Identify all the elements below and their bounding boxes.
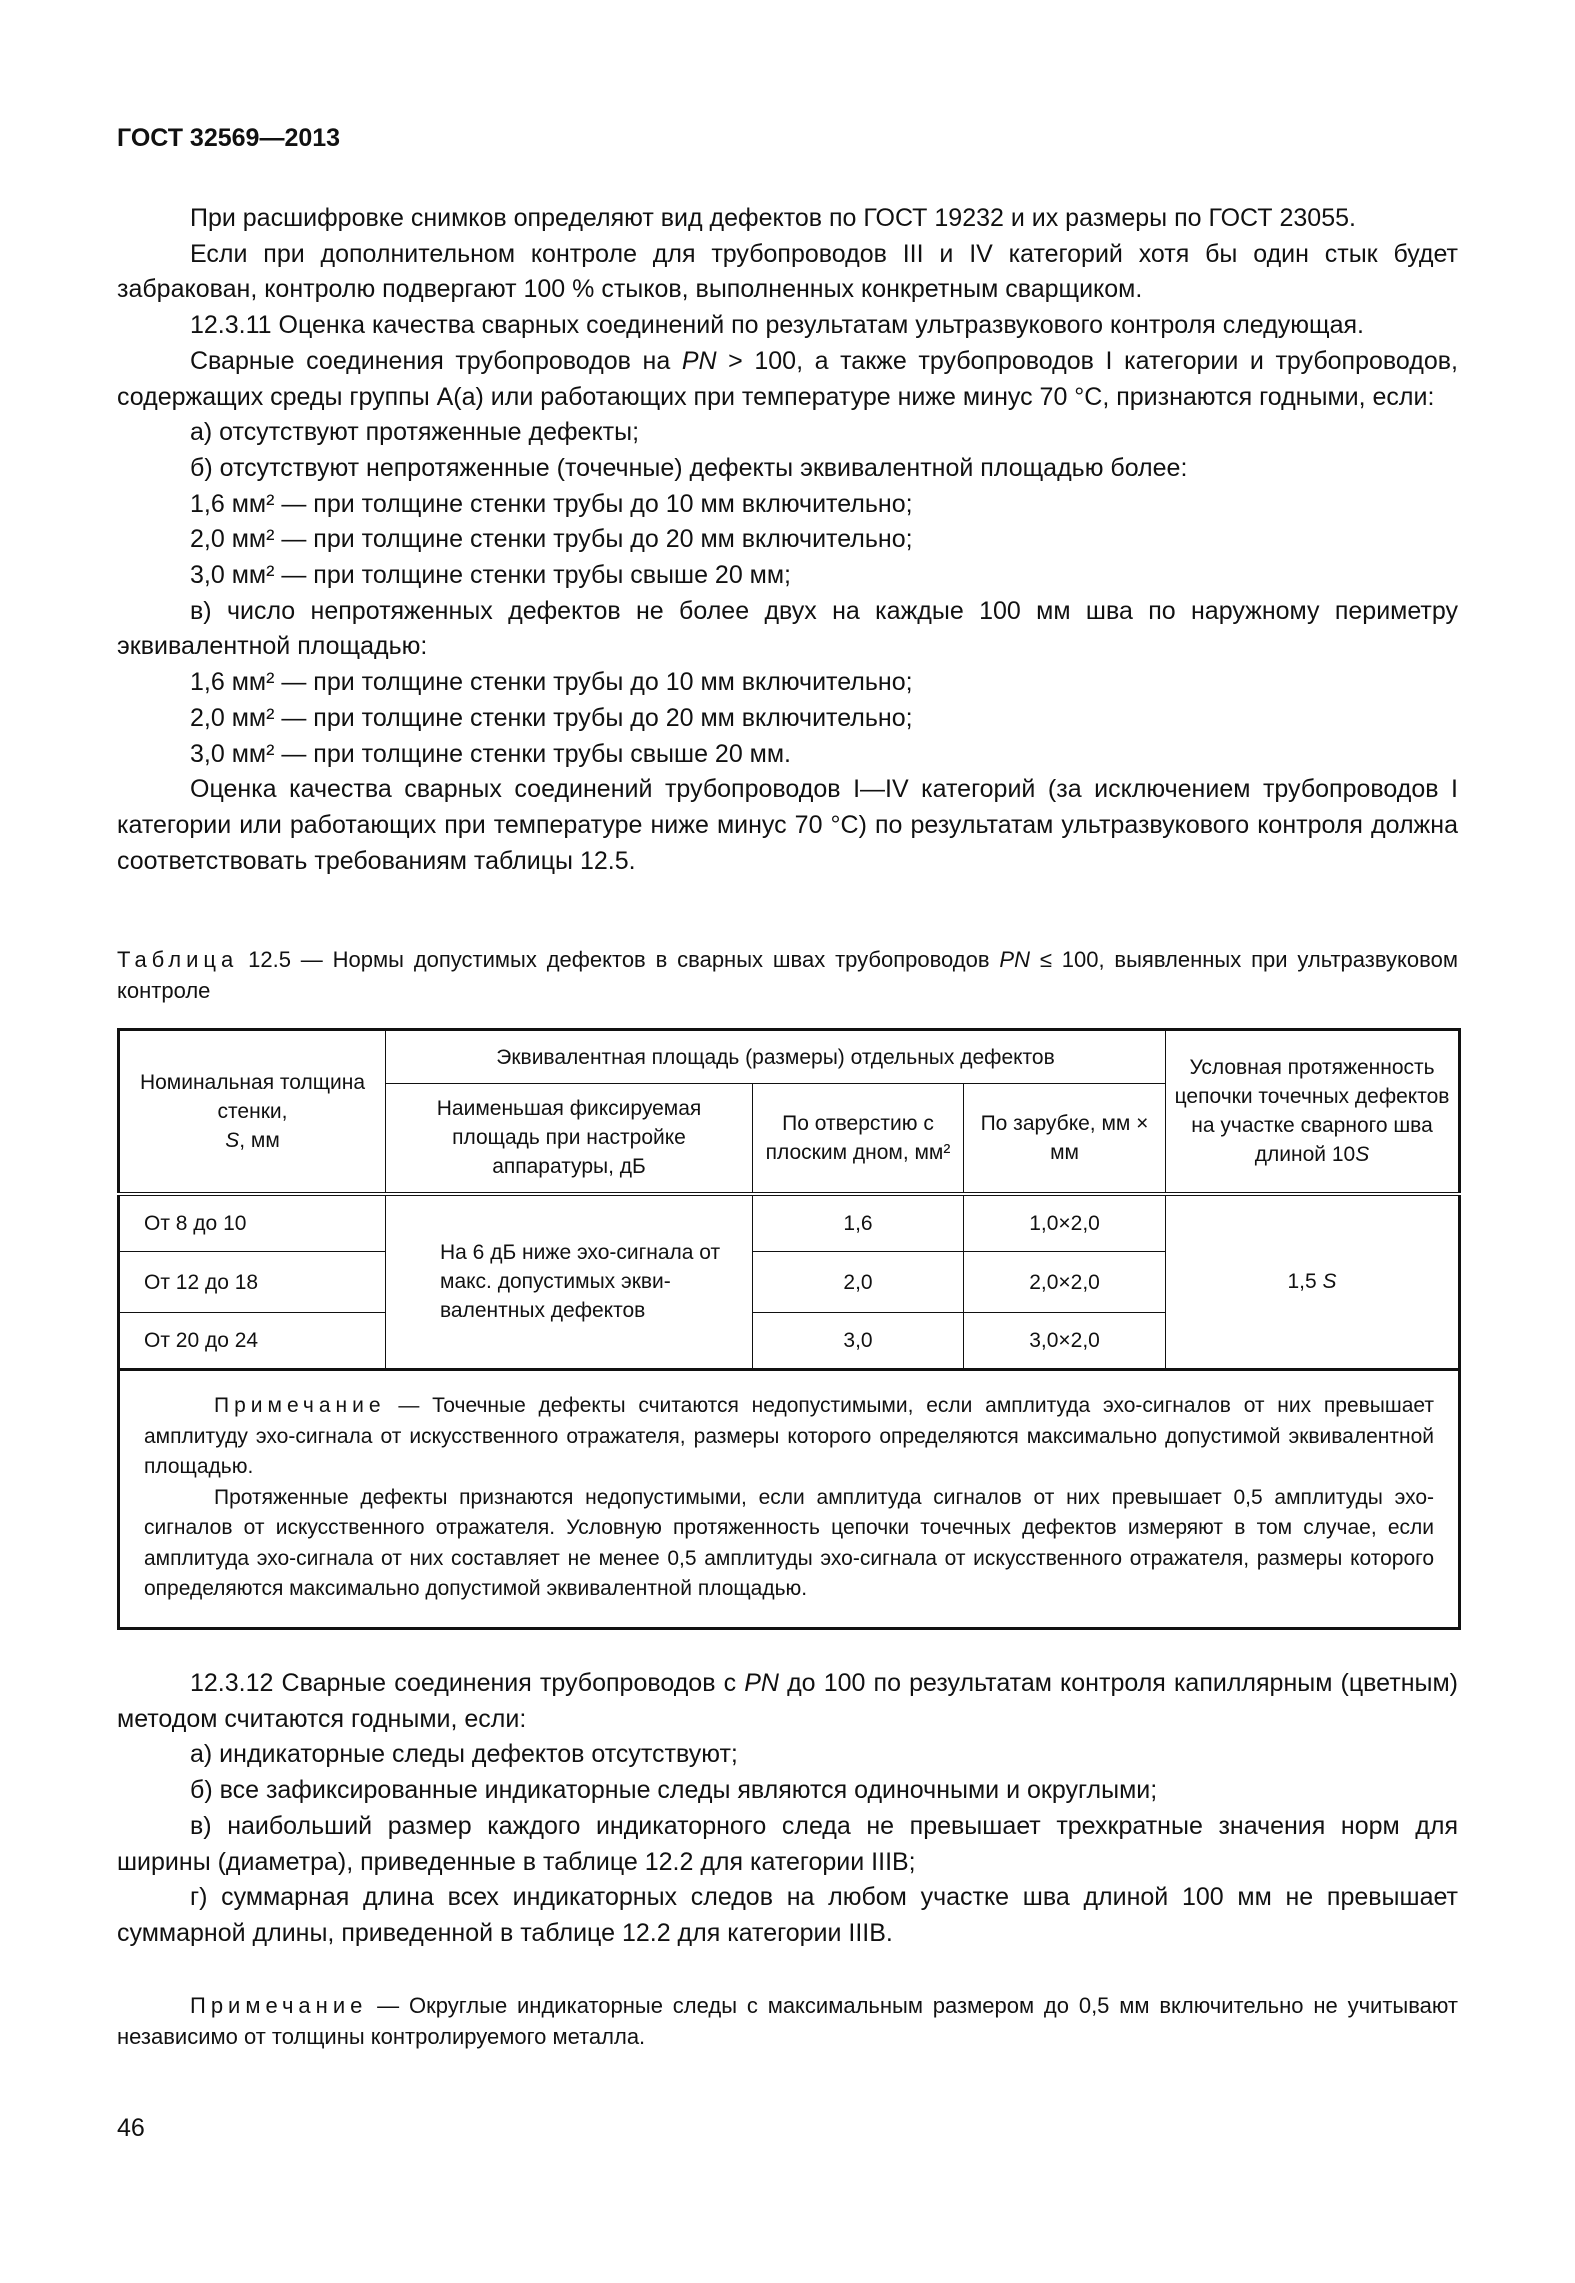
page-number: 46	[117, 2114, 145, 2142]
italic-term: PN	[744, 1669, 779, 1697]
paragraph-text: в) наибольший размер каждого индикаторного следа не превышает трехкратные значения норм для ширины (диаметра), приведенные в таблице 12.2 для категории IIIВ;	[117, 1811, 1458, 1876]
paragraph-text: 1,6 мм² — при толщине стенки трубы до 10 мм включительно;	[190, 489, 913, 518]
cell-notch: 2,0×2,0	[964, 1252, 1166, 1313]
paragraph-text: в) число непротяженных дефектов не более двух на каждые 100 мм шва по наружному периметру эквивалентной площадью:	[117, 596, 1458, 661]
header-chain-length: Условная протяженность цепочки точечных дефектов на участке сварного шва длиной 10S	[1166, 1030, 1460, 1194]
header-min-area: Наименьшая фиксируемая площадь при настройке аппаратуры, дБ	[386, 1084, 753, 1194]
paragraph	[117, 1773, 1458, 1809]
paragraph	[117, 594, 1458, 665]
final-note-text: — Округлые индикаторные следы с максимальным размером до 0,5 мм включительно не учитывают независимо от толщины контролируемого металла.	[117, 1993, 1458, 2049]
final-note-label: Примечание	[190, 1993, 368, 2018]
paragraph-text: Сварные соединения трубопроводов на	[190, 346, 682, 375]
header-equivalent-area: Эквивалентная площадь (размеры) отдельных дефектов	[386, 1030, 1166, 1084]
paragraph	[117, 201, 1458, 237]
paragraph	[117, 487, 1458, 523]
cell-notch: 3,0×2,0	[964, 1313, 1166, 1370]
cell-hole: 2,0	[753, 1252, 964, 1313]
paragraph	[117, 344, 1458, 415]
cell-hole: 3,0	[753, 1313, 964, 1370]
caption-text-end: ≤ 100, выявленных при ультразвуковом контроле	[117, 947, 1458, 1003]
paragraph-text: При расшифровке снимков определяют вид дефектов по ГОСТ 19232 и их размеры по ГОСТ 23055.	[190, 204, 1356, 232]
paragraph-text: 2,0 мм² — при толщине стенки трубы до 20 мм включительно;	[190, 525, 913, 554]
paragraph-text: г) суммарная длина всех индикаторных следов на любом участке шва длиной 100 мм не превышает суммарной длины, приведенной в таблице 12.2 для категории IIIВ.	[117, 1883, 1458, 1947]
table-note	[119, 1370, 1460, 1629]
body-bottom	[117, 1666, 1458, 1952]
table-note-row	[119, 1370, 1460, 1629]
cell-chain-length: 1,5 S	[1166, 1194, 1460, 1370]
paragraph-text: Оценка качества сварных соединений трубопроводов I—IV категорий (за исключением трубопроводов I категории или работающих при температуре ниже минус 70 °С) по результатам ультразвукового контроля должна соответствовать требованиям таблицы 12.5.	[117, 775, 1458, 875]
paragraph-text: б) отсутствуют непротяженные (точечные) дефекты эквивалентной площадью более:	[190, 453, 1188, 482]
paragraph	[117, 737, 1458, 773]
cell-thickness: От 8 до 10	[119, 1194, 386, 1252]
paragraph-text: 1,6 мм² — при толщине стенки трубы до 10 мм включительно;	[190, 668, 913, 697]
note-text-1: — Точечные дефекты считаются недопустимыми, если амплитуда эхо-сигналов от них превышает амплитуду эхо-сигнала от искусственного отражателя, размеры которого определяются максимально допустимой эквивалентной площадью.	[144, 1394, 1435, 1478]
note-text-2: Протяженные дефекты признаются недопустимыми, если амплитуда сигналов от них превышает 0,5 амплитуды эхо-сигналов от искусственного отражателя. Условную протяженность цепочки точечных дефектов измеряют в том случае, если амплитуда эхо-сигнала от них составляет не менее 0,5 амплитуды эхо-сигнала от искусственного отражателя, размеры которого определяются максимально допустимой эквивалентной площадью.	[144, 1485, 1435, 1600]
cell-thickness: От 20 до 24	[119, 1313, 386, 1370]
paragraph-text: 3,0 мм² — при толщине стенки трубы свыше 20 мм.	[190, 739, 791, 768]
paragraph	[117, 1666, 1458, 1737]
paragraph-text: 2,0 мм² — при толщине стенки трубы до 20 мм включительно;	[190, 703, 913, 732]
paragraph-text: > 100, а также трубопроводов I категории и трубопроводов, содержащих среды группы А(а) или работающих при температуре ниже минус 70 °С, признаются годными, если:	[117, 346, 1458, 411]
italic-term: PN	[681, 346, 717, 375]
paragraph	[117, 308, 1458, 344]
paragraph-text: а) отсутствуют протяженные дефекты;	[190, 418, 640, 447]
paragraph-text: б) все зафиксированные индикаторные следы являются одиночными и округлыми;	[190, 1776, 1158, 1805]
paragraph-text: 12.3.11 Оценка качества сварных соединений по результатам ультразвукового контроля следующая.	[190, 311, 1364, 340]
paragraph-text: 12.3.12 Сварные соединения трубопроводов с	[190, 1669, 745, 1697]
cell-notch: 1,0×2,0	[964, 1194, 1166, 1252]
paragraph	[117, 1809, 1458, 1880]
final-note	[117, 1990, 1458, 2052]
paragraph	[117, 237, 1458, 308]
cell-min-area: На 6 дБ ниже эхо-сигнала от макс. допустимых эквивалентных дефектов	[386, 1194, 753, 1370]
body-top	[117, 201, 1458, 879]
table-row	[119, 1194, 1460, 1252]
paragraph	[117, 701, 1458, 737]
paragraph-text: 3,0 мм² — при толщине стенки трубы свыше 20 мм;	[190, 561, 791, 590]
cell-hole: 1,6	[753, 1194, 964, 1252]
document-header: ГОСТ 32569—2013	[117, 124, 341, 152]
paragraph	[117, 558, 1458, 594]
caption-label: Таблица	[117, 947, 239, 972]
paragraph	[117, 1880, 1458, 1951]
paragraph-text: до 100 по результатам контроля капиллярным (цветным) методом считаются годными, если:	[117, 1669, 1458, 1733]
table-caption	[117, 944, 1458, 1006]
paragraph	[117, 415, 1458, 451]
defects-table	[117, 1028, 1461, 1630]
caption-text: 12.5 — Нормы допустимых дефектов в сварных швах трубопроводов	[248, 947, 1000, 972]
caption-pn: PN	[999, 947, 1030, 972]
header-thickness: Номинальная толщина стенки, S, мм	[119, 1030, 386, 1194]
paragraph	[117, 665, 1458, 701]
note-label: Примечание	[214, 1394, 386, 1417]
paragraph-text: Если при дополнительном контроле для трубопроводов III и IV категорий хотя бы один стык будет забракован, контролю подвергают 100 % стыков, выполненных конкретным сварщиком.	[117, 239, 1458, 304]
header-hole: По отверстию с плоским дном, мм²	[753, 1084, 964, 1194]
paragraph	[117, 1737, 1458, 1773]
paragraph	[117, 772, 1458, 879]
cell-thickness: От 12 до 18	[119, 1252, 386, 1313]
header-notch: По зарубке, мм × мм	[964, 1084, 1166, 1194]
paragraph	[117, 522, 1458, 558]
paragraph-text: а) индикаторные следы дефектов отсутствуют;	[190, 1740, 738, 1769]
paragraph	[117, 451, 1458, 487]
